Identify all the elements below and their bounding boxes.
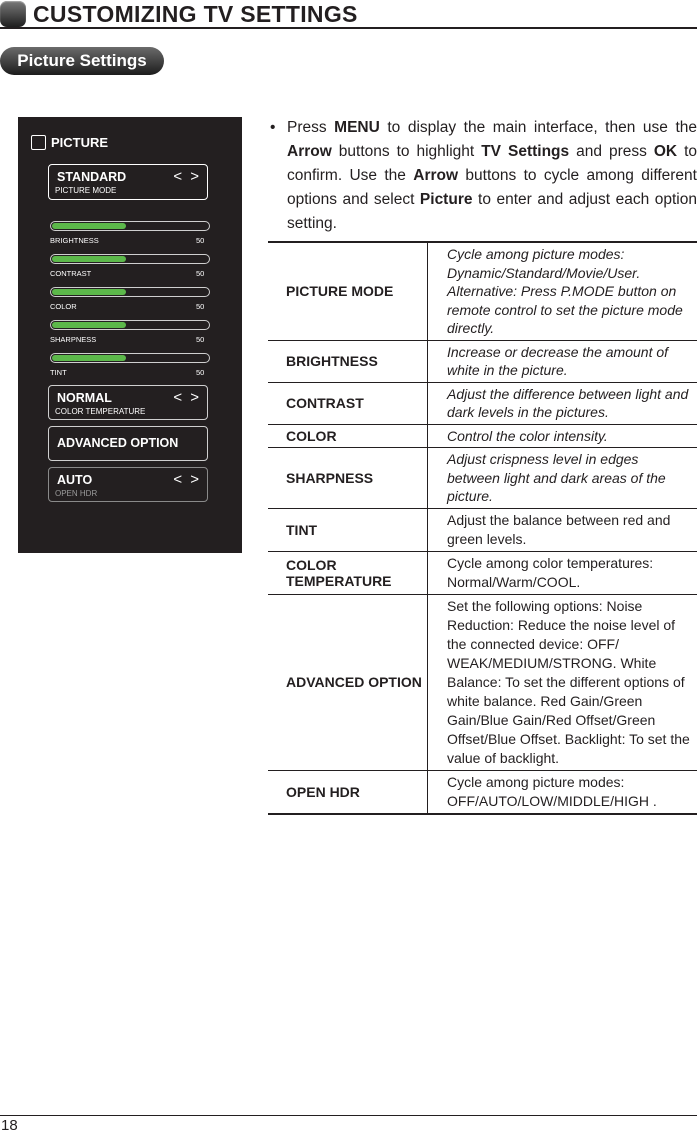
setting-name: TINT [268, 508, 428, 551]
setting-name: ADVANCED OPTION [268, 594, 428, 770]
section-badge-icon [0, 1, 26, 27]
table-row [268, 448, 697, 509]
bullet: • [270, 119, 276, 136]
left-right-arrows-icon: < > [173, 168, 201, 185]
slider-tint [50, 353, 210, 363]
slider-contrast [50, 254, 210, 264]
table-row [268, 551, 697, 594]
page-title: CUSTOMIZING TV SETTINGS [33, 1, 358, 27]
table-row [268, 242, 697, 340]
slider-label: TINT [50, 368, 67, 377]
emphasized-term: Arrow [287, 143, 332, 160]
slider-fill [52, 322, 126, 328]
setting-description: Cycle among picture modes: OFF/AUTO/LOW/MIDDLE/HIGH . [428, 770, 697, 814]
emphasized-term: TV Settings [481, 143, 570, 160]
slider-value: 50 [196, 335, 205, 344]
slider-value: 50 [196, 236, 205, 245]
setting-description: Cycle among picture modes: Dynamic/Standard/Movie/User. Alternative: Press P.MODE button on remote control to set the picture mode directly. [428, 242, 697, 340]
slider-label: COLOR [50, 302, 77, 311]
table-row [268, 424, 697, 448]
table-row [268, 382, 697, 424]
advanced-option-item [48, 426, 208, 461]
text-run: to display the main interface, then use the [379, 119, 697, 136]
emphasized-term: Arrow [413, 167, 459, 184]
setting-description: Adjust the difference between light and dark levels in the pictures. [428, 382, 697, 424]
emphasized-term: MENU [334, 119, 380, 136]
slider-sharpness [50, 320, 210, 330]
picture-mode-option [48, 164, 208, 200]
setting-description: Control the color intensity. [428, 424, 697, 448]
open-hdr-option [48, 467, 208, 502]
picture-mode-value: STANDARD [57, 170, 127, 184]
tv-menu-screenshot [18, 117, 242, 553]
table-row [268, 340, 697, 382]
checkbox-icon [31, 135, 46, 150]
page-header [0, 0, 697, 30]
text-run: Press [287, 119, 335, 136]
text-run: buttons to cycle among different options and select [287, 167, 697, 208]
setting-name: OPEN HDR [268, 770, 428, 814]
slider-label: CONTRAST [50, 269, 92, 278]
setting-name: COLOR [268, 424, 428, 448]
instructions-text [287, 116, 697, 236]
instructions [270, 116, 697, 236]
table-row [268, 770, 697, 814]
slider-brightness [50, 221, 210, 231]
slider-fill [52, 223, 126, 229]
table-row [268, 508, 697, 551]
left-right-arrows-icon: < > [173, 389, 201, 406]
setting-name: COLOR TEMPERATURE [268, 551, 428, 594]
emphasized-term: OK [653, 143, 678, 160]
color-temperature-label: COLOR TEMPERATURE [55, 407, 146, 416]
left-right-arrows-icon: < > [173, 471, 201, 488]
open-hdr-value: AUTO [57, 473, 93, 487]
text-run: buttons to highlight [331, 143, 482, 160]
advanced-option-label: ADVANCED OPTION [57, 436, 179, 450]
setting-name: CONTRAST [268, 382, 428, 424]
slider-value: 50 [196, 302, 205, 311]
slider-color [50, 287, 210, 297]
text-run: to enter and adjust each option setting. [287, 191, 697, 232]
emphasized-term: Picture [419, 191, 473, 208]
text-run: to confirm. Use the [287, 143, 697, 184]
tv-menu-title [51, 135, 108, 150]
setting-name: SHARPNESS [268, 448, 428, 509]
setting-description: Set the following options: Noise Reduction: Reduce the noise level of the connected device: OFF/ WEAK/MEDIUM/STRONG. White Balance: To set the different options of white balance. Red Gain/Green Gain/Blue Gain/Red Offset/Green Offset/Blue Offset. Backlight: To set the value of backlight. [428, 594, 697, 770]
slider-fill [52, 256, 126, 262]
picture-settings-table [268, 241, 697, 815]
page-number: 18 [1, 1117, 18, 1134]
slider-label: SHARPNESS [50, 335, 97, 344]
text-run: and press [569, 143, 654, 160]
setting-description: Adjust the balance between red and green levels. [428, 508, 697, 551]
setting-name: BRIGHTNESS [268, 340, 428, 382]
color-temperature-value: NORMAL [57, 391, 112, 405]
slider-fill [52, 289, 126, 295]
open-hdr-label: OPEN HDR [55, 489, 98, 498]
table-row [268, 594, 697, 770]
slider-value: 50 [196, 368, 205, 377]
slider-fill [52, 355, 126, 361]
color-temperature-option [48, 385, 208, 420]
picture-mode-label: PICTURE MODE [55, 186, 117, 195]
tv-menu-title-text: PICTURE [51, 135, 109, 150]
setting-description: Increase or decrease the amount of white in the picture. [428, 340, 697, 382]
setting-description: Cycle among color temperatures: Normal/Warm/COOL. [428, 551, 697, 594]
slider-label: BRIGHTNESS [50, 236, 99, 245]
setting-description: Adjust crispness level in edges between light and dark areas of the picture. [428, 448, 697, 509]
footer-divider [0, 1115, 697, 1116]
section-label: Picture Settings [0, 47, 164, 75]
slider-value: 50 [196, 269, 205, 278]
header-divider [0, 27, 697, 29]
setting-name: PICTURE MODE [268, 242, 428, 340]
